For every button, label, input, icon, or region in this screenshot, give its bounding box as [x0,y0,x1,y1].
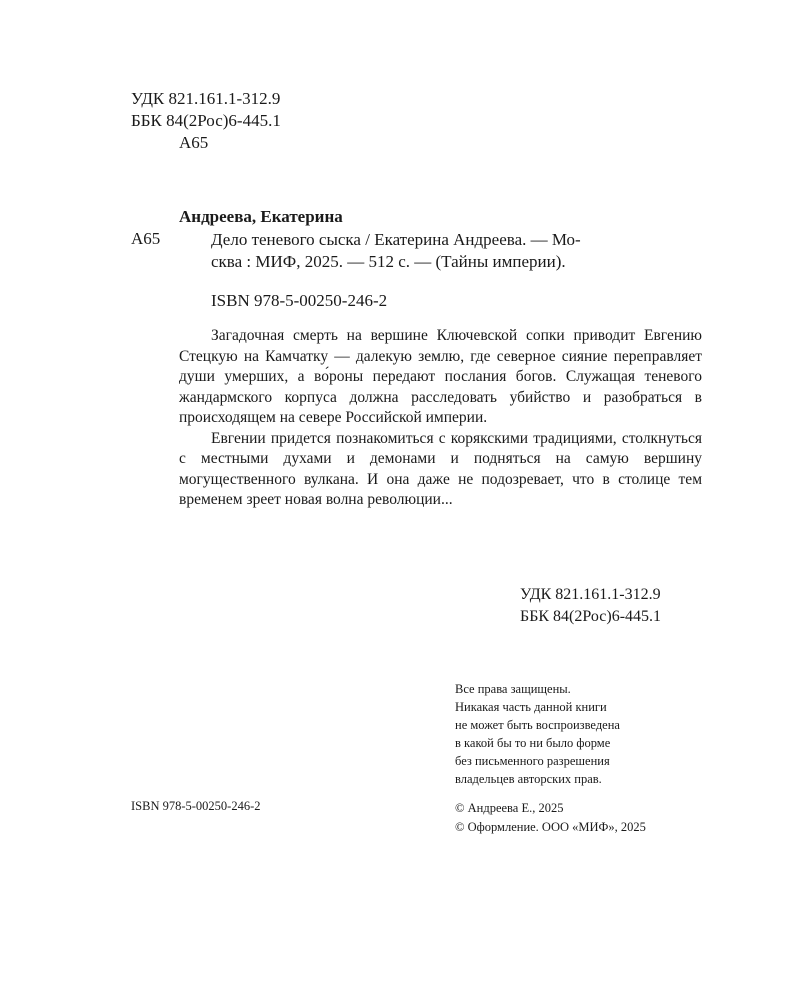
isbn-footer: ISBN 978-5-00250-246-2 [131,799,261,813]
annotation-paragraph: Загадочная смерть на вершине Ключевской сопки приводит Евгению Стецкую на Камчатку — далекую землю, где северное сияние переправляет души умерших, а во́роны передают послания богов. Служащая теневого жандармского корпуса должна расследовать убийство и разобраться в происходящем на севере Российской империи. [179,327,702,426]
annotation [179,326,702,511]
rights-line: Все права защищены. [455,682,571,696]
rights-line: в какой бы то ни было форме [455,736,611,750]
annotation-paragraph: Евгении придется познакомиться с корякскими традициями, столкнуться с местными духами и демонами и подняться на самую вершину могущественного вулкана. И она даже не подозревает, что в столице тем временем зреет новая волна революции... [179,429,702,508]
rights-line: без письменного разрешения [455,754,610,768]
bbk-code: ББК 84(2Рос)6-445.1 [131,111,281,130]
catalog-isbn: ISBN 978-5-00250-246-2 [211,291,388,310]
classification-block-top [131,88,281,154]
catalog-author: Андреева, Екатерина [179,207,343,226]
rights-line: владельцев авторских прав. [455,772,602,786]
rights-notice [455,680,620,788]
catalog-description [211,229,701,273]
catalog-description-line: сква : МИФ, 2025. — 512 с. — (Тайны империи). [211,252,566,271]
copyright-notice [455,799,646,837]
catalog-description-line: Дело теневого сыска / Екатерина Андреева. — Мо- [211,230,581,249]
udk-code: УДК 821.161.1-312.9 [131,89,281,108]
author-sign: А65 [179,133,209,152]
copyright-line: © Андреева Е., 2025 [455,801,564,815]
catalog-author-sign: А65 [131,229,161,248]
bbk-code: ББК 84(2Рос)6-445.1 [520,608,662,625]
copyright-line: © Оформление. ООО «МИФ», 2025 [455,820,646,834]
rights-line: Никакая часть данной книги [455,700,607,714]
rights-line: не может быть воспроизведена [455,718,620,732]
classification-block-bottom [520,584,661,628]
udk-code: УДК 821.161.1-312.9 [520,586,661,603]
